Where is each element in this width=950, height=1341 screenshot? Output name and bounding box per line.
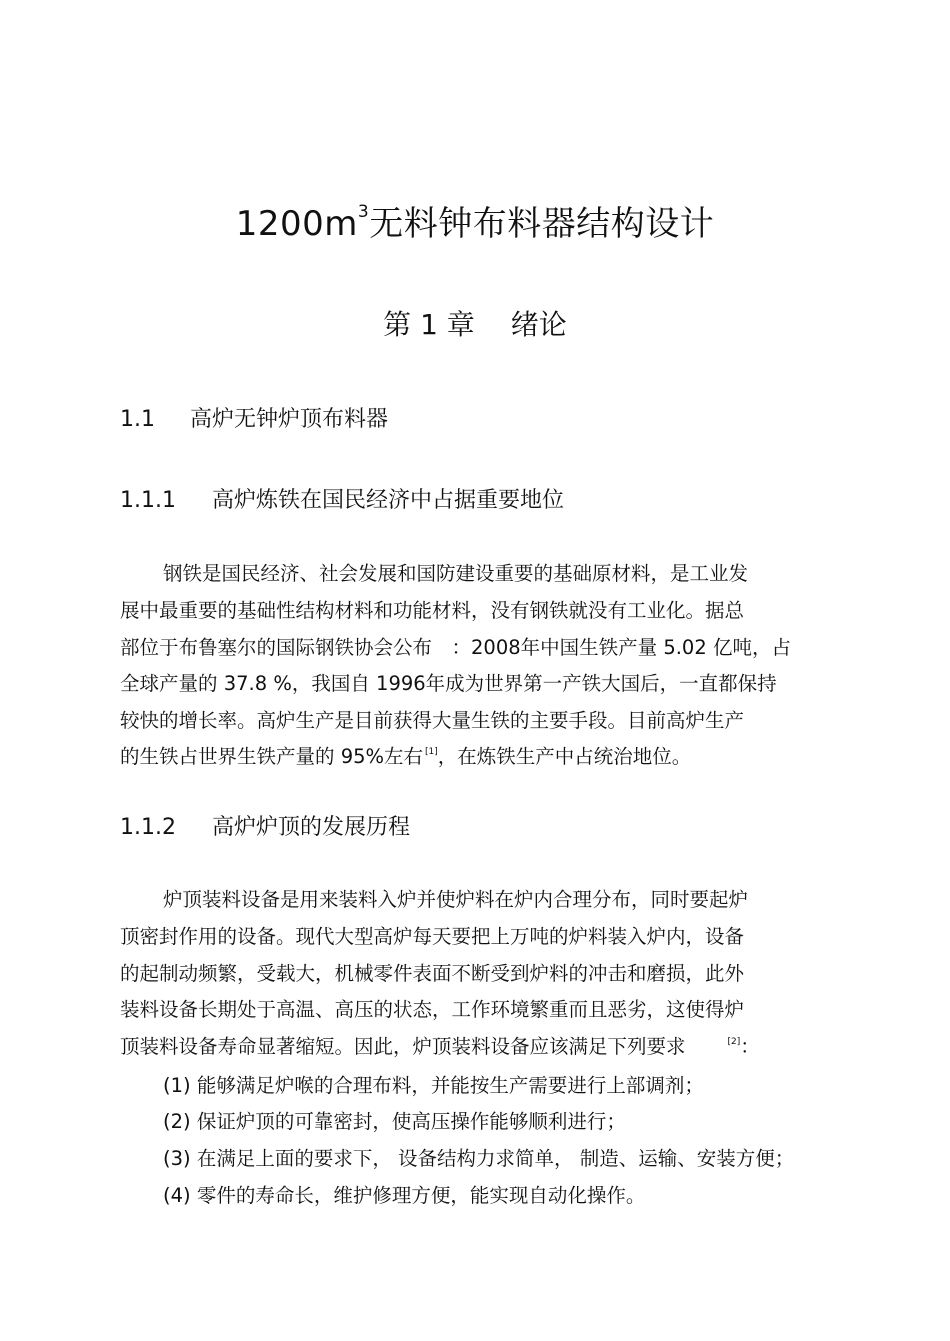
list-item: (3) 在满足上面的要求下， 设备结构力求简单， 制造、运输、安装方便； bbox=[163, 1147, 795, 1170]
line-text: ，在炼铁生产中占统治地位。 bbox=[437, 745, 692, 768]
title-superscript: 3 bbox=[357, 201, 370, 222]
section-heading-1-1-2 bbox=[120, 810, 410, 841]
chapter-label: 第 1 章 bbox=[383, 308, 475, 341]
paragraph-line: 钢铁是国民经济、社会发展和国防建设重要的基础原材料，是工业发 bbox=[163, 562, 749, 585]
section-number: 1.1.1 bbox=[120, 488, 176, 513]
title-main: 1200m bbox=[235, 204, 358, 244]
line-text: ： bbox=[740, 1035, 760, 1058]
section-heading-1-1 bbox=[120, 402, 388, 433]
paragraph-line: 装料设备长期处于高温、高压的状态，工作环境繁重而且恶劣，这使得炉 bbox=[120, 998, 745, 1021]
paragraph-line: 顶密封作用的设备。现代大型高炉每天要把上万吨的炉料装入炉内，设备 bbox=[120, 925, 745, 948]
list-item: (1) 能够满足炉喉的合理布料，并能按生产需要进行上部调剂； bbox=[163, 1074, 704, 1097]
section-heading-1-1-1 bbox=[120, 483, 564, 514]
list-item: (2) 保证炉顶的可靠密封，使高压操作能够顺利进行； bbox=[163, 1110, 626, 1133]
line-text: 的生铁占世界生铁产量的 95%左右 bbox=[120, 745, 424, 768]
document-title bbox=[0, 196, 950, 245]
paragraph-line: 炉顶装料设备是用来装料入炉并使炉料在炉内合理分布，同时要起炉 bbox=[163, 888, 749, 911]
title-rest: 无料钟布料器结构设计 bbox=[369, 204, 715, 244]
section-number: 1.1 bbox=[120, 407, 155, 432]
paragraph-line: 较快的增长率。高炉生产是目前获得大量生铁的主要手段。目前高炉生产 bbox=[120, 709, 745, 732]
paragraph-line: 全球产量的 37.8 %，我国自 1996年成为世界第一产铁大国后，一直都保持 bbox=[120, 672, 777, 695]
section-title: 高炉炼铁在国民经济中占据重要地位 bbox=[212, 488, 565, 513]
line-text: 顶装料设备寿命显著缩短。因此，炉顶装料设备应该满足下列要求 bbox=[120, 1035, 686, 1058]
section-title: 高炉无钟炉顶布料器 bbox=[190, 407, 389, 432]
paragraph-line: 展中最重要的基础性结构材料和功能材料，没有钢铁就没有工业化。据总 bbox=[120, 599, 745, 622]
chapter-name: 绪论 bbox=[510, 308, 567, 341]
citation-1: [1] bbox=[425, 747, 438, 757]
paragraph-line: 的起制动频繁，受载大，机械零件表面不断受到炉料的冲击和磨损，此外 bbox=[120, 962, 745, 985]
paragraph-line: 部位于布鲁塞尔的国际钢铁协会公布 ：2008年中国生铁产量 5.02 亿吨，占 bbox=[120, 636, 791, 659]
paragraph-line bbox=[120, 1031, 760, 1059]
section-title: 高炉炉顶的发展历程 bbox=[212, 815, 411, 840]
section-number: 1.1.2 bbox=[120, 815, 176, 840]
paragraph-line bbox=[120, 741, 691, 769]
chapter-heading bbox=[0, 303, 950, 343]
list-item: (4) 零件的寿命长，维护修理方便，能实现自动化操作。 bbox=[163, 1184, 646, 1207]
citation-2: [2] bbox=[727, 1037, 741, 1047]
